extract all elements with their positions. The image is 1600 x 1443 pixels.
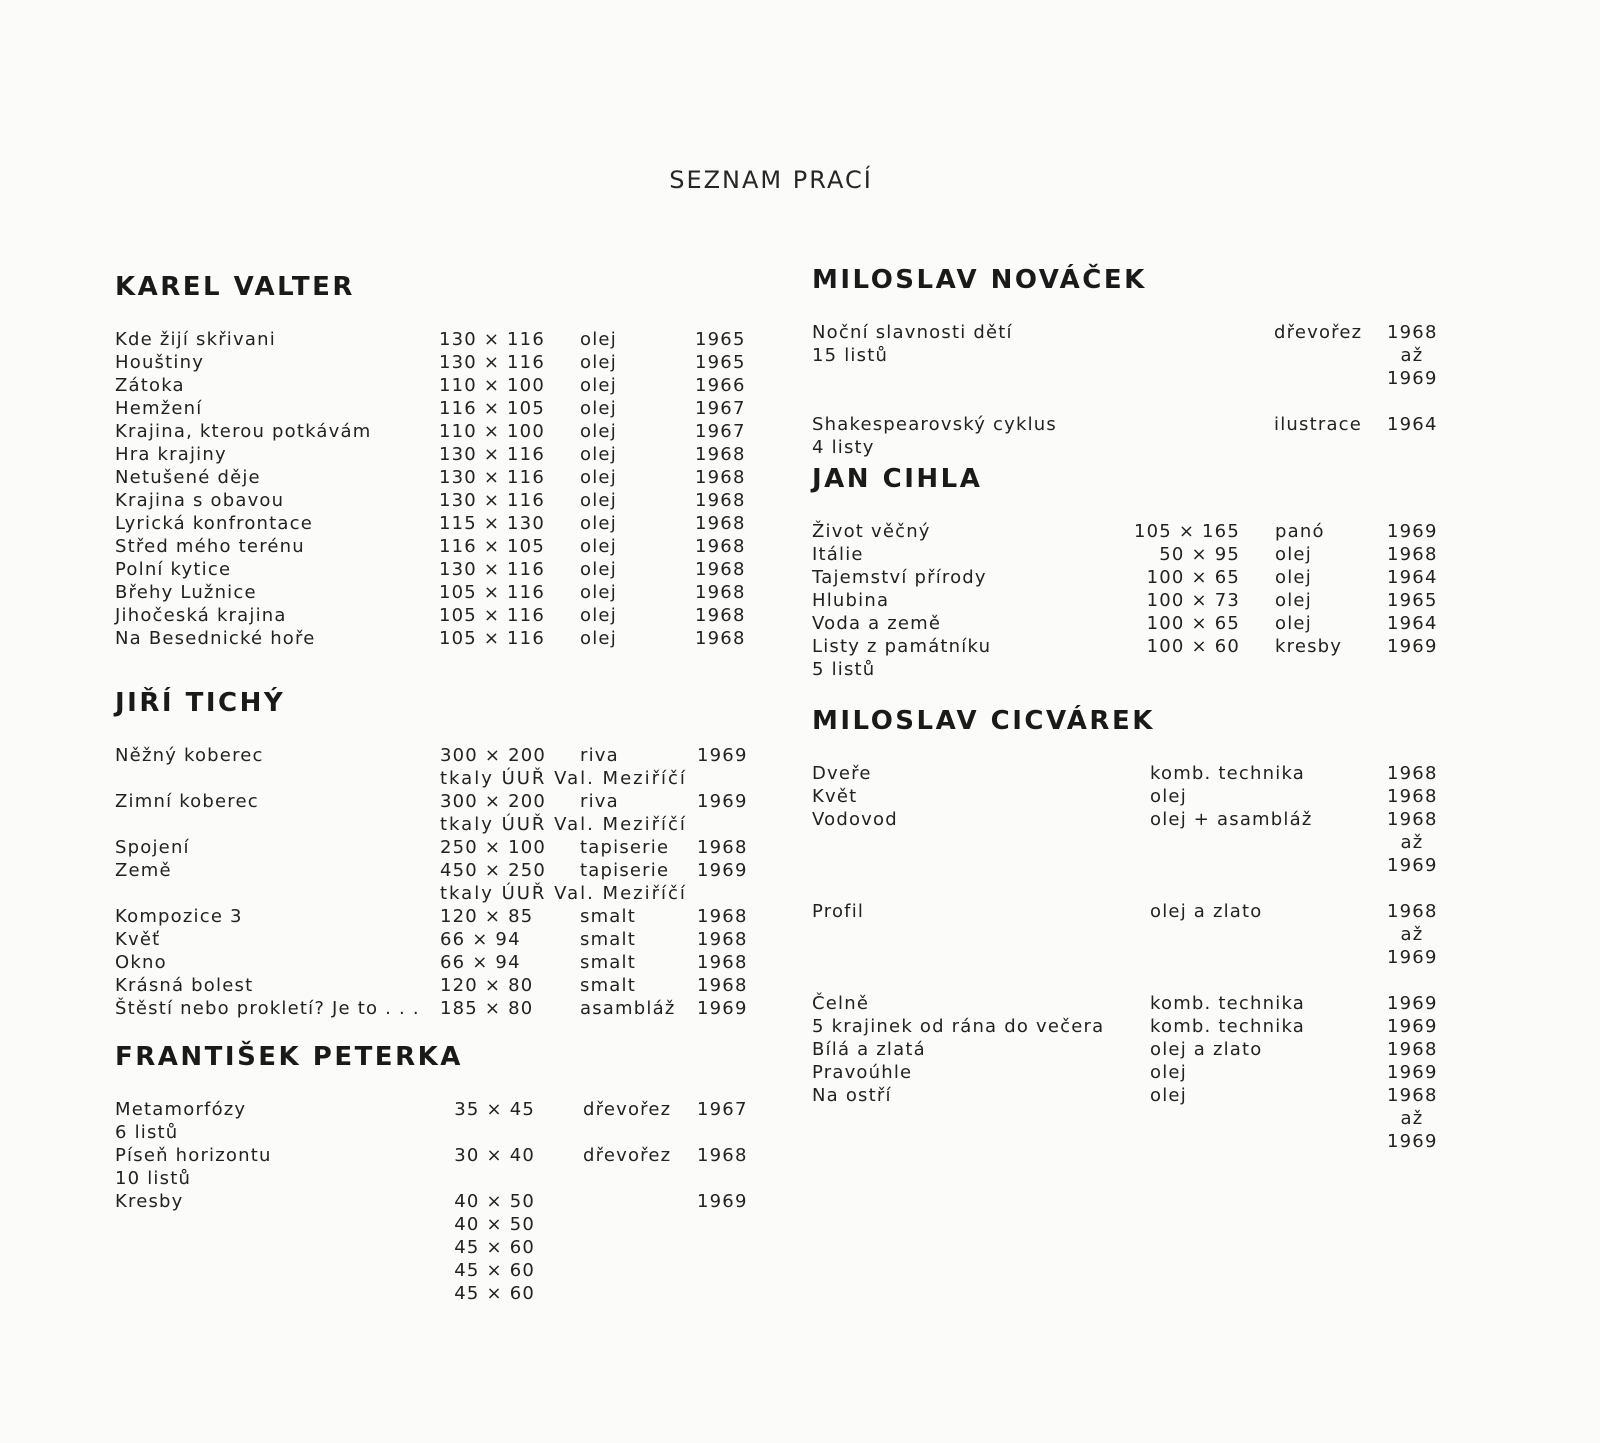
section-miloslav-cicvarek — [812, 704, 1452, 1153]
work-year: 1969 — [697, 860, 748, 881]
work-medium: panó — [1275, 521, 1325, 542]
work-medium: tapiserie — [580, 860, 670, 881]
work-dimensions: 116 × 105 — [438, 536, 545, 557]
work-row — [812, 900, 1452, 923]
work-year: 1967 — [695, 398, 746, 419]
work-title: Břehy Lužnice — [115, 582, 257, 603]
work-row — [115, 443, 755, 466]
row-spacer — [812, 969, 1452, 992]
work-row — [115, 928, 755, 951]
work-medium: olej — [580, 467, 617, 488]
work-title: Zimní koberec — [115, 791, 259, 812]
work-row — [812, 612, 1452, 635]
work-medium: olej — [580, 398, 617, 419]
work-year: 1968 — [695, 582, 746, 603]
work-medium: olej — [1275, 544, 1312, 565]
work-year: 1969 — [1387, 1131, 1438, 1152]
work-year: až — [1400, 1108, 1424, 1129]
work-title: 4 listy — [812, 437, 875, 458]
section-karel-valter — [115, 270, 755, 650]
work-title: Hlubina — [812, 590, 890, 611]
work-dimensions: 130 × 116 — [438, 444, 545, 465]
work-medium: kresby — [1275, 636, 1343, 657]
work-title: Pravoúhle — [812, 1062, 913, 1083]
work-year: 1966 — [695, 375, 746, 396]
work-row — [115, 397, 755, 420]
work-title: Polní kytice — [115, 559, 232, 580]
work-dimensions: 110 × 100 — [438, 421, 545, 442]
work-year: 1969 — [697, 791, 748, 812]
work-row — [812, 808, 1452, 831]
work-title: Krásná bolest — [115, 975, 254, 996]
work-year: 1969 — [1387, 636, 1438, 657]
work-title: Okno — [115, 952, 167, 973]
work-dimensions: 120 × 85 — [440, 906, 534, 927]
work-year: 1969 — [1387, 521, 1438, 542]
work-title: Voda a země — [812, 613, 942, 634]
work-row — [115, 489, 755, 512]
work-row — [812, 566, 1452, 589]
artist-name: JAN CIHLA — [812, 464, 983, 494]
work-title: Na ostří — [812, 1085, 892, 1106]
work-row — [115, 351, 755, 374]
work-medium: olej a zlato — [1150, 901, 1263, 922]
work-title: Lyrická konfrontace — [115, 513, 314, 534]
work-row — [115, 790, 755, 813]
work-year: 1968 — [697, 906, 748, 927]
work-medium: smalt — [580, 906, 637, 927]
work-title: Hemžení — [115, 398, 203, 419]
work-year: 1967 — [697, 1099, 748, 1120]
work-row — [115, 1236, 755, 1259]
work-dimensions: 45 × 60 — [454, 1237, 535, 1258]
work-title: Tajemství přírody — [812, 567, 987, 588]
section-frantisek-peterka — [115, 1040, 755, 1305]
work-note: tkaly ÚUŘ Val. Meziříčí — [440, 768, 687, 789]
work-medium: riva — [580, 791, 619, 812]
work-dimensions: 100 × 65 — [1146, 567, 1240, 588]
work-medium: olej — [580, 628, 617, 649]
work-row — [115, 767, 755, 790]
work-medium: olej — [1275, 567, 1312, 588]
work-row — [115, 997, 755, 1020]
work-row — [812, 992, 1452, 1015]
work-year: 1969 — [1387, 1016, 1438, 1037]
work-year: 1965 — [695, 352, 746, 373]
work-row — [812, 1084, 1452, 1107]
work-dimensions: 50 × 95 — [1159, 544, 1240, 565]
work-medium: smalt — [580, 952, 637, 973]
work-dimensions: 105 × 116 — [438, 582, 545, 603]
work-dimensions: 105 × 116 — [438, 605, 545, 626]
work-year: 1969 — [1387, 993, 1438, 1014]
work-year: 1968 — [695, 467, 746, 488]
work-title: Krajina s obavou — [115, 490, 285, 511]
work-year: 1968 — [695, 513, 746, 534]
work-title: Spojení — [115, 837, 190, 858]
work-year: 1968 — [697, 929, 748, 950]
work-row — [115, 535, 755, 558]
work-row — [812, 1130, 1452, 1153]
work-title: 15 listů — [812, 345, 889, 366]
work-dimensions: 40 × 50 — [454, 1191, 535, 1212]
work-medium: smalt — [580, 975, 637, 996]
work-row — [115, 581, 755, 604]
work-dimensions: 300 × 200 — [440, 791, 547, 812]
work-row — [115, 512, 755, 535]
work-title: Shakespearovský cyklus — [812, 414, 1057, 435]
work-row — [115, 466, 755, 489]
work-dimensions: 115 × 130 — [438, 513, 545, 534]
work-year: 1968 — [695, 536, 746, 557]
work-title: Netušené děje — [115, 467, 261, 488]
work-year: až — [1400, 345, 1424, 366]
work-row — [812, 946, 1452, 969]
work-title: 5 krajinek od rána do večera — [812, 1016, 1105, 1037]
artist-name: JIŘÍ TICHÝ — [115, 688, 286, 718]
work-year: 1964 — [1387, 414, 1438, 435]
work-dimensions: 120 × 80 — [440, 975, 534, 996]
work-year: 1969 — [1387, 368, 1438, 389]
row-spacer — [812, 877, 1452, 900]
work-medium: olej — [1275, 613, 1312, 634]
work-dimensions: 105 × 116 — [438, 628, 545, 649]
work-title: Vodovod — [812, 809, 898, 830]
work-title: 5 listů — [812, 659, 876, 680]
work-year: 1968 — [697, 837, 748, 858]
work-row — [115, 905, 755, 928]
work-year: 1968 — [695, 559, 746, 580]
section-jan-cihla — [812, 462, 1452, 681]
artist-name: MILOSLAV NOVÁČEK — [812, 265, 1147, 295]
work-year: 1968 — [1387, 1085, 1438, 1106]
work-row — [115, 859, 755, 882]
work-row — [115, 836, 755, 859]
work-year: 1968 — [695, 490, 746, 511]
work-row — [115, 1259, 755, 1282]
work-title: Hra krajiny — [115, 444, 227, 465]
work-row — [115, 1144, 755, 1167]
work-row — [115, 1098, 755, 1121]
work-dimensions: 130 × 116 — [438, 467, 545, 488]
work-row — [812, 321, 1452, 344]
work-year: 1968 — [695, 605, 746, 626]
work-medium: riva — [580, 745, 619, 766]
work-dimensions: 116 × 105 — [438, 398, 545, 419]
work-dimensions: 66 × 94 — [440, 929, 521, 950]
work-row — [812, 1061, 1452, 1084]
work-year: 1965 — [1387, 590, 1438, 611]
work-title: Listy z památníku — [812, 636, 992, 657]
work-year: 1964 — [1387, 567, 1438, 588]
work-medium: smalt — [580, 929, 637, 950]
work-year: 1968 — [1387, 809, 1438, 830]
work-title: Dveře — [812, 763, 872, 784]
work-row — [812, 658, 1452, 681]
work-dimensions: 300 × 200 — [440, 745, 547, 766]
work-medium: olej — [580, 444, 617, 465]
work-title: 6 listů — [115, 1122, 179, 1143]
work-dimensions: 40 × 50 — [454, 1214, 535, 1235]
work-medium: tapiserie — [580, 837, 670, 858]
work-medium: komb. technika — [1150, 993, 1305, 1014]
work-dimensions: 100 × 65 — [1146, 613, 1240, 634]
work-year: 1968 — [697, 1145, 748, 1166]
work-medium: dřevořez — [1274, 322, 1363, 343]
work-row — [812, 635, 1452, 658]
artist-name: MILOSLAV CICVÁREK — [812, 706, 1155, 736]
work-row — [115, 420, 755, 443]
page-title: SEZNAM PRACÍ — [669, 166, 873, 194]
work-year: 1968 — [1387, 322, 1438, 343]
work-row — [115, 1190, 755, 1213]
work-dimensions: 66 × 94 — [440, 952, 521, 973]
work-medium: dřevořez — [583, 1145, 672, 1166]
work-row — [115, 974, 755, 997]
work-title: Něžný koberec — [115, 745, 264, 766]
row-spacer — [812, 390, 1452, 413]
work-year: 1968 — [697, 952, 748, 973]
work-title: 10 listů — [115, 1168, 192, 1189]
work-medium: olej — [580, 605, 617, 626]
work-dimensions: 450 × 250 — [440, 860, 547, 881]
work-title: Štěstí nebo prokletí? Je to . . . — [115, 998, 420, 1019]
work-row — [812, 1038, 1452, 1061]
artist-name: KAREL VALTER — [115, 272, 355, 302]
work-row — [812, 413, 1452, 436]
work-row — [812, 1107, 1452, 1130]
work-year: 1964 — [1387, 613, 1438, 634]
work-medium: komb. technika — [1150, 763, 1305, 784]
section-miloslav-novacek — [812, 263, 1452, 459]
work-title: Noční slavnosti dětí — [812, 322, 1013, 343]
work-row — [812, 589, 1452, 612]
work-dimensions: 45 × 60 — [454, 1283, 535, 1304]
work-row — [812, 520, 1452, 543]
work-medium: olej — [580, 559, 617, 580]
work-dimensions: 105 × 165 — [1133, 521, 1240, 542]
work-dimensions: 110 × 100 — [438, 375, 545, 396]
work-row — [812, 1015, 1452, 1038]
work-row — [115, 627, 755, 650]
work-medium: olej + asambláž — [1150, 809, 1313, 830]
work-row — [812, 785, 1452, 808]
work-row — [115, 1121, 755, 1144]
work-title: Bílá a zlatá — [812, 1039, 926, 1060]
work-title: Jihočeská krajina — [115, 605, 287, 626]
work-title: Kresby — [115, 1191, 184, 1212]
work-row — [115, 1213, 755, 1236]
work-medium: olej — [580, 490, 617, 511]
work-medium: olej — [580, 352, 617, 373]
work-row — [115, 1282, 755, 1305]
work-medium: olej — [580, 582, 617, 603]
work-note: tkaly ÚUŘ Val. Meziříčí — [440, 814, 687, 835]
work-year: 1968 — [1387, 786, 1438, 807]
work-title: Píseň horizontu — [115, 1145, 272, 1166]
work-year: až — [1400, 832, 1424, 853]
work-medium: olej — [1150, 1062, 1187, 1083]
work-row — [115, 604, 755, 627]
work-title: Na Besednické hoře — [115, 628, 316, 649]
work-dimensions: 250 × 100 — [440, 837, 547, 858]
work-medium: dřevořez — [583, 1099, 672, 1120]
work-row — [812, 436, 1452, 459]
work-medium: asambláž — [580, 998, 676, 1019]
work-year: až — [1400, 924, 1424, 945]
work-dimensions: 185 × 80 — [440, 998, 534, 1019]
work-year: 1968 — [697, 975, 748, 996]
work-title: Houštiny — [115, 352, 205, 373]
work-title: Profil — [812, 901, 865, 922]
artist-name: FRANTIŠEK PETERKA — [115, 1042, 463, 1072]
work-year: 1969 — [1387, 1062, 1438, 1083]
work-row — [115, 813, 755, 836]
work-row — [115, 328, 755, 351]
work-year: 1968 — [1387, 763, 1438, 784]
work-dimensions: 100 × 60 — [1146, 636, 1240, 657]
work-title: Metamorfózy — [115, 1099, 247, 1120]
work-row — [812, 762, 1452, 785]
work-title: Kvěť — [115, 929, 161, 950]
work-year: 1969 — [697, 998, 748, 1019]
work-row — [812, 923, 1452, 946]
work-row — [115, 744, 755, 767]
work-row — [812, 344, 1452, 367]
work-row — [812, 854, 1452, 877]
work-dimensions: 45 × 60 — [454, 1260, 535, 1281]
work-year: 1968 — [1387, 901, 1438, 922]
work-medium: olej — [1150, 786, 1187, 807]
work-medium: olej — [1275, 590, 1312, 611]
work-year: 1967 — [695, 421, 746, 442]
work-year: 1968 — [1387, 1039, 1438, 1060]
work-year: 1968 — [695, 444, 746, 465]
work-title: Kde žijí skřivani — [115, 329, 276, 350]
work-medium: olej — [1150, 1085, 1187, 1106]
work-row — [812, 831, 1452, 854]
work-medium: komb. technika — [1150, 1016, 1305, 1037]
work-medium: olej — [580, 329, 617, 350]
work-row — [812, 367, 1452, 390]
work-title: Země — [115, 860, 172, 881]
work-year: 1968 — [1387, 544, 1438, 565]
work-dimensions: 130 × 116 — [438, 329, 545, 350]
work-title: Zátoka — [115, 375, 185, 396]
work-title: Čelně — [812, 993, 870, 1014]
work-row — [115, 374, 755, 397]
work-dimensions: 35 × 45 — [454, 1099, 535, 1120]
work-dimensions: 130 × 116 — [438, 352, 545, 373]
work-dimensions: 100 × 73 — [1146, 590, 1240, 611]
work-title: Život věčný — [812, 521, 931, 542]
section-jiri-tichy — [115, 686, 755, 1020]
work-medium: olej — [580, 536, 617, 557]
work-medium: olej — [580, 375, 617, 396]
work-title: Krajina, kterou potkávám — [115, 421, 372, 442]
work-row — [812, 543, 1452, 566]
work-row — [115, 951, 755, 974]
work-medium: olej — [580, 421, 617, 442]
work-row — [115, 1167, 755, 1190]
work-title: Květ — [812, 786, 858, 807]
work-title: Střed mého terénu — [115, 536, 305, 557]
work-row — [115, 882, 755, 905]
work-medium: olej a zlato — [1150, 1039, 1263, 1060]
work-year: 1969 — [1387, 855, 1438, 876]
work-medium: ilustrace — [1274, 414, 1363, 435]
work-year: 1969 — [1387, 947, 1438, 968]
work-dimensions: 130 × 116 — [438, 559, 545, 580]
work-dimensions: 130 × 116 — [438, 490, 545, 511]
work-year: 1969 — [697, 745, 748, 766]
work-medium: olej — [580, 513, 617, 534]
work-title: Kompozice 3 — [115, 906, 243, 927]
work-year: 1969 — [697, 1191, 748, 1212]
work-note: tkaly ÚUŘ Val. Meziříčí — [440, 883, 687, 904]
work-dimensions: 30 × 40 — [454, 1145, 535, 1166]
work-title: Itálie — [812, 544, 864, 565]
work-year: 1965 — [695, 329, 746, 350]
work-row — [115, 558, 755, 581]
work-year: 1968 — [695, 628, 746, 649]
